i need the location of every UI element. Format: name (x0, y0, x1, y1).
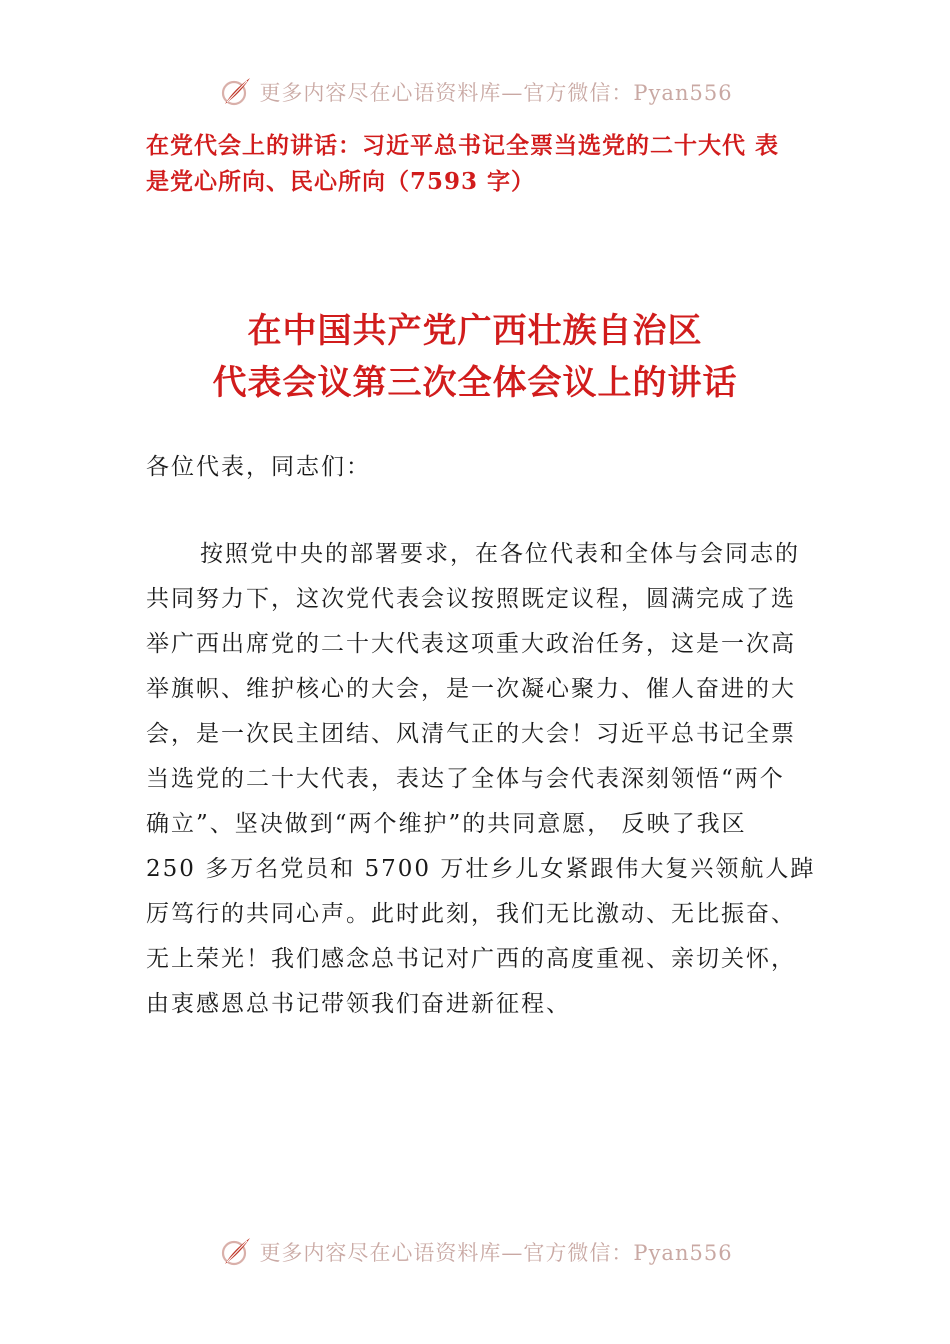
heading-line-1: 在党代会上的讲话：习近平总书记全票当选党的二十大代 表 (146, 132, 780, 159)
body-line: 无上荣光！我们感念总书记对广西的高度重视、亲切关怀， (146, 946, 796, 972)
body-line: 举广西出席党的二十大代表这项重大政治任务，这是一次高 (146, 631, 796, 657)
speech-body (146, 532, 816, 1027)
body-line: 会，是一次民主团结、风清气正的大会！习近平总书记全票 (146, 721, 796, 747)
body-line: 当选党的二十大代表，表达了全体与会代表深刻领悟“两个 (146, 766, 785, 792)
banner-text: 更多内容尽在心语资料库—官方微信：Pyan556 (259, 1241, 733, 1265)
body-line: 由衷感恩总书记带领我们奋进新征程、 (146, 991, 571, 1017)
body-line: 确立”、坚决做到“两个维护”的共同意愿， 反映了我区 (146, 811, 747, 837)
speech-title-line-1: 在中国共产党广西壮族自治区 (247, 311, 703, 351)
heading-line-2: 是党心所向、民心所向（7593 字） (146, 168, 536, 195)
quill-logo-icon (217, 74, 253, 110)
document-heading (146, 128, 826, 200)
body-line: 举旗帜、维护核心的大会，是一次凝心聚力、催人奋进的大 (146, 676, 796, 702)
greeting: 各位代表，同志们： (146, 454, 371, 480)
body-line: 250 多万名党员和 5700 万壮乡儿女紧跟伟大复兴领航人踔 (146, 856, 816, 882)
body-line: 厉笃行的共同心声。此时此刻，我们无比激动、无比振奋、 (146, 901, 796, 927)
body-line: 共同努力下，这次党代表会议按照既定议程，圆满完成了选 (146, 586, 796, 612)
quill-logo-icon (217, 1234, 253, 1270)
footer-banner (0, 1232, 950, 1272)
body-line: 按照党中央的部署要求，在各位代表和全体与会同志的 (200, 541, 800, 567)
header-banner (0, 72, 950, 112)
banner-text: 更多内容尽在心语资料库—官方微信：Pyan556 (259, 81, 733, 105)
speech-title-line-2: 代表会议第三次全体会议上的讲话 (212, 363, 738, 403)
